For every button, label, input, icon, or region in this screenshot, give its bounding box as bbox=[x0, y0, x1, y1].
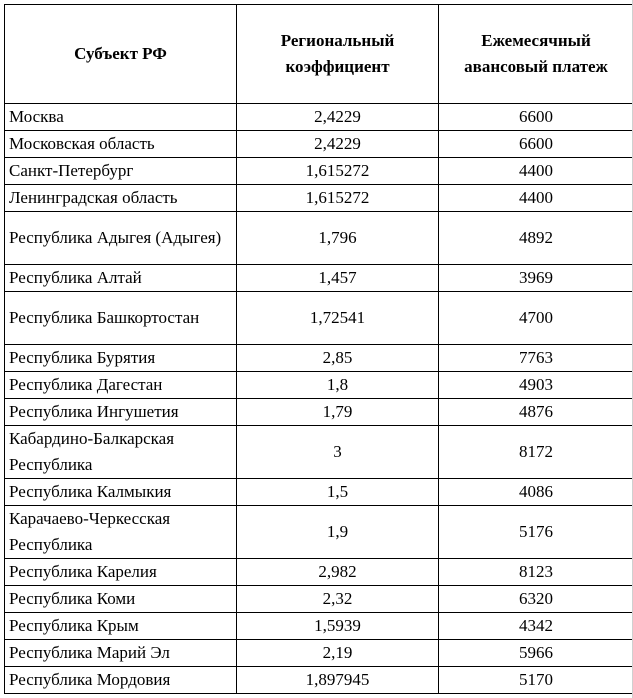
cell-payment[interactable]: 5176 bbox=[439, 506, 633, 559]
cell-payment[interactable]: 5966 bbox=[439, 640, 633, 667]
cell-subject[interactable]: Республика Дагестан bbox=[5, 372, 237, 399]
table-row bbox=[5, 613, 633, 640]
cell-payment[interactable]: 3969 bbox=[439, 265, 633, 292]
header-subject[interactable]: Субъект РФ bbox=[5, 5, 237, 104]
cell-payment[interactable]: 6600 bbox=[439, 131, 633, 158]
regional-payments-table bbox=[4, 4, 633, 694]
cell-coefficient[interactable]: 2,19 bbox=[237, 640, 439, 667]
cell-coefficient[interactable]: 2,32 bbox=[237, 586, 439, 613]
header-row bbox=[5, 5, 633, 104]
cell-payment[interactable]: 6600 bbox=[439, 104, 633, 131]
header-coefficient[interactable]: Региональный коэффициент bbox=[237, 5, 439, 104]
table-row bbox=[5, 185, 633, 212]
table-row bbox=[5, 426, 633, 479]
table-row bbox=[5, 640, 633, 667]
cell-coefficient[interactable]: 1,5 bbox=[237, 479, 439, 506]
cell-subject[interactable]: Москва bbox=[5, 104, 237, 131]
table-row bbox=[5, 265, 633, 292]
cell-payment[interactable]: 6320 bbox=[439, 586, 633, 613]
table-row bbox=[5, 372, 633, 399]
cell-subject[interactable]: Кабардино-Балкарская Республика bbox=[5, 426, 237, 479]
cell-payment[interactable]: 4400 bbox=[439, 158, 633, 185]
cell-subject[interactable]: Московская область bbox=[5, 131, 237, 158]
cell-subject[interactable]: Республика Крым bbox=[5, 613, 237, 640]
table-row bbox=[5, 586, 633, 613]
header-payment[interactable]: Ежемесячный авансовый платеж bbox=[439, 5, 633, 104]
cell-subject[interactable]: Республика Алтай bbox=[5, 265, 237, 292]
table-row bbox=[5, 399, 633, 426]
cell-payment[interactable]: 4342 bbox=[439, 613, 633, 640]
table-row bbox=[5, 667, 633, 694]
table-row bbox=[5, 559, 633, 586]
cell-coefficient[interactable]: 1,9 bbox=[237, 506, 439, 559]
cell-coefficient[interactable]: 2,4229 bbox=[237, 104, 439, 131]
cell-coefficient[interactable]: 1,897945 bbox=[237, 667, 439, 694]
table-row bbox=[5, 479, 633, 506]
cell-subject[interactable]: Республика Бурятия bbox=[5, 345, 237, 372]
cell-payment[interactable]: 8172 bbox=[439, 426, 633, 479]
cell-subject[interactable]: Республика Башкортостан bbox=[5, 292, 237, 345]
cell-payment[interactable]: 4400 bbox=[439, 185, 633, 212]
table-row bbox=[5, 158, 633, 185]
cell-subject[interactable]: Республика Ингушетия bbox=[5, 399, 237, 426]
cell-subject[interactable]: Республика Марий Эл bbox=[5, 640, 237, 667]
cell-payment[interactable]: 4086 bbox=[439, 479, 633, 506]
cell-payment[interactable]: 4700 bbox=[439, 292, 633, 345]
cell-coefficient[interactable]: 1,457 bbox=[237, 265, 439, 292]
cell-coefficient[interactable]: 2,4229 bbox=[237, 131, 439, 158]
cell-subject[interactable]: Ленинградская область bbox=[5, 185, 237, 212]
cell-coefficient[interactable]: 1,72541 bbox=[237, 292, 439, 345]
cell-coefficient[interactable]: 1,615272 bbox=[237, 185, 439, 212]
table-row bbox=[5, 345, 633, 372]
cell-coefficient[interactable]: 1,8 bbox=[237, 372, 439, 399]
cell-payment[interactable]: 7763 bbox=[439, 345, 633, 372]
cell-coefficient[interactable]: 1,615272 bbox=[237, 158, 439, 185]
cell-coefficient[interactable]: 2,85 bbox=[237, 345, 439, 372]
cell-payment[interactable]: 4903 bbox=[439, 372, 633, 399]
cell-subject[interactable]: Республика Адыгея (Адыгея) bbox=[5, 212, 237, 265]
table-row bbox=[5, 104, 633, 131]
table-row bbox=[5, 506, 633, 559]
cell-payment[interactable]: 8123 bbox=[439, 559, 633, 586]
cell-coefficient[interactable]: 2,982 bbox=[237, 559, 439, 586]
cell-payment[interactable]: 4876 bbox=[439, 399, 633, 426]
cell-coefficient[interactable]: 3 bbox=[237, 426, 439, 479]
cell-payment[interactable]: 4892 bbox=[439, 212, 633, 265]
cell-coefficient[interactable]: 1,79 bbox=[237, 399, 439, 426]
cell-subject[interactable]: Республика Карелия bbox=[5, 559, 237, 586]
table-row bbox=[5, 212, 633, 265]
cell-subject[interactable]: Республика Коми bbox=[5, 586, 237, 613]
cell-subject[interactable]: Санкт-Петербург bbox=[5, 158, 237, 185]
cell-coefficient[interactable]: 1,5939 bbox=[237, 613, 439, 640]
cell-subject[interactable]: Карачаево-Черкесская Республика bbox=[5, 506, 237, 559]
table-row bbox=[5, 292, 633, 345]
cell-subject[interactable]: Республика Мордовия bbox=[5, 667, 237, 694]
cell-payment[interactable]: 5170 bbox=[439, 667, 633, 694]
cell-coefficient[interactable]: 1,796 bbox=[237, 212, 439, 265]
cell-subject[interactable]: Республика Калмыкия bbox=[5, 479, 237, 506]
table-row bbox=[5, 131, 633, 158]
